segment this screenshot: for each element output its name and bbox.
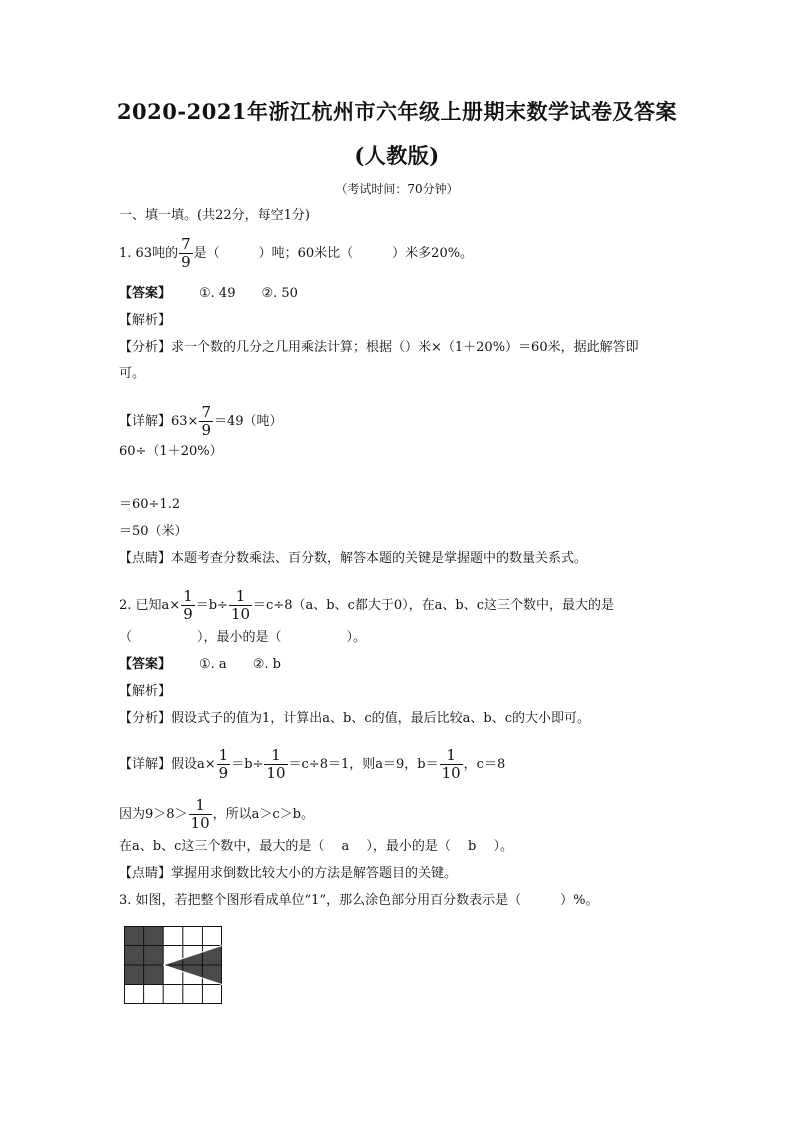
exam-time: （考试时间：70分钟） (335, 182, 459, 196)
q2-mid: ＝b÷ (195, 598, 228, 613)
shaded-cell (124, 965, 144, 985)
q1-dianjing: 【点睛】本题考查分数乘法、百分数，解答本题的关键是掌握题中的数量关系式。 (119, 551, 588, 566)
q2-detail (119, 747, 505, 782)
q1-analysis-label: 【解析】 (119, 313, 172, 328)
detail-fraction-1 (217, 747, 231, 782)
shaded-cell (144, 946, 164, 966)
q2-suffix: ＝c÷8（a、b、c都大于0），在a、b、c这三个数中，最大的是 (253, 598, 614, 613)
answer-2: ②. 50 (261, 286, 298, 301)
q2-fenxi: 【分析】假设式子的值为1，计算出a、b、c的值，最后比较a、b、c的大小即可。 (119, 711, 590, 726)
q2-because (119, 797, 314, 832)
fraction-denominator: 9 (181, 253, 191, 271)
because-pre: 因为9＞8＞ (119, 807, 188, 822)
fraction-numerator: 1 (446, 746, 456, 764)
question-3: 3. 如图，若把整个图形看成单位“1”，那么涂色部分用百分数表示是（ ）%。 (119, 893, 599, 908)
question-2 (119, 588, 614, 623)
q1-fenxi-cont: 可。 (119, 366, 146, 381)
q2-analysis-label: 【解析】 (119, 684, 172, 699)
answer-1: ①. a (199, 657, 227, 672)
q2-dianjing: 【点睛】掌握用求倒数比较大小的方法是解答题目的关键。 (119, 866, 458, 881)
shaded-cell (124, 946, 144, 966)
detail-fraction-3 (440, 747, 463, 782)
fraction-denominator: 10 (266, 764, 286, 782)
fraction-denominator: 10 (190, 814, 210, 832)
q1-answer (119, 285, 298, 303)
detail-mid-2: ＝c÷8＝1，则a＝9，b＝ (288, 757, 439, 772)
fraction-numerator: 7 (201, 403, 211, 421)
question-1 (119, 236, 473, 271)
page-subtitle: (人教版) (354, 143, 440, 168)
q1-step-3: ＝50（米） (119, 524, 188, 539)
fraction-denominator: 9 (201, 421, 211, 439)
detail-post: ，c＝8 (463, 757, 506, 772)
answer-label: 【答案】 (119, 657, 172, 672)
shaded-cell (144, 926, 164, 946)
detail-label: 【详解】 (119, 414, 172, 429)
q2-prefix: 2. 已知a× (119, 598, 181, 613)
answer-label: 【答案】 (119, 286, 172, 301)
answer-2: ②. b (252, 657, 281, 672)
fraction-numerator: 1 (218, 746, 229, 764)
fraction-numerator: 1 (271, 746, 281, 764)
fraction-denominator: 9 (218, 764, 229, 782)
q1-fenxi: 【分析】求一个数的几分之几用乘法计算；根据（）米×（1＋20%）＝60米，据此解答即 (119, 340, 639, 355)
page-title: 2020-2021年浙江杭州市六年级上册期末数学试卷及答案 (116, 99, 678, 124)
q2-fraction-2 (229, 588, 252, 623)
q2-conclusion: 在a、b、c这三个数中，最大的是（ a ），最小的是（ b ）。 (119, 839, 513, 854)
detail-pre: 【详解】假设a× (119, 757, 216, 772)
detail-expr: 63× (171, 414, 199, 429)
detail-mid: ＝b÷ (231, 757, 264, 772)
grid-figure (124, 926, 222, 1004)
because-fraction (189, 797, 212, 832)
fraction-numerator: 1 (195, 796, 205, 814)
detail-fraction-2 (264, 747, 287, 782)
fraction-denominator: 9 (183, 605, 193, 623)
answer-1: ①. 49 (199, 286, 236, 301)
fraction-denominator: 10 (230, 605, 251, 623)
shaded-cell (124, 926, 144, 946)
q1-step-2: ＝60÷1.2 (119, 497, 181, 512)
fraction-numerator: 1 (183, 587, 193, 605)
q1-fraction (179, 236, 193, 271)
detail-fraction (199, 404, 213, 439)
q2-line-2: （ ），最小的是（ ）。 (119, 630, 367, 645)
fraction-numerator: 7 (181, 235, 191, 253)
q1-prefix: 1. 63吨的 (119, 246, 179, 261)
q1-detail (119, 404, 283, 439)
q2-answer (119, 656, 281, 674)
fraction-numerator: 1 (235, 587, 246, 605)
shaded-cell (144, 965, 164, 985)
section-heading: 一、填一填。(共22分，每空1分) (119, 208, 310, 223)
fraction-denominator: 10 (441, 764, 461, 782)
q2-fraction-1 (181, 588, 195, 623)
detail-result: ＝49（吨） (214, 414, 283, 429)
because-post: ，所以a＞c＞b。 (212, 807, 314, 822)
q1-step-1: 60÷（1＋20%） (119, 444, 223, 459)
q1-suffix: 是（ ）吨；60米比（ ）米多20%。 (193, 246, 474, 261)
